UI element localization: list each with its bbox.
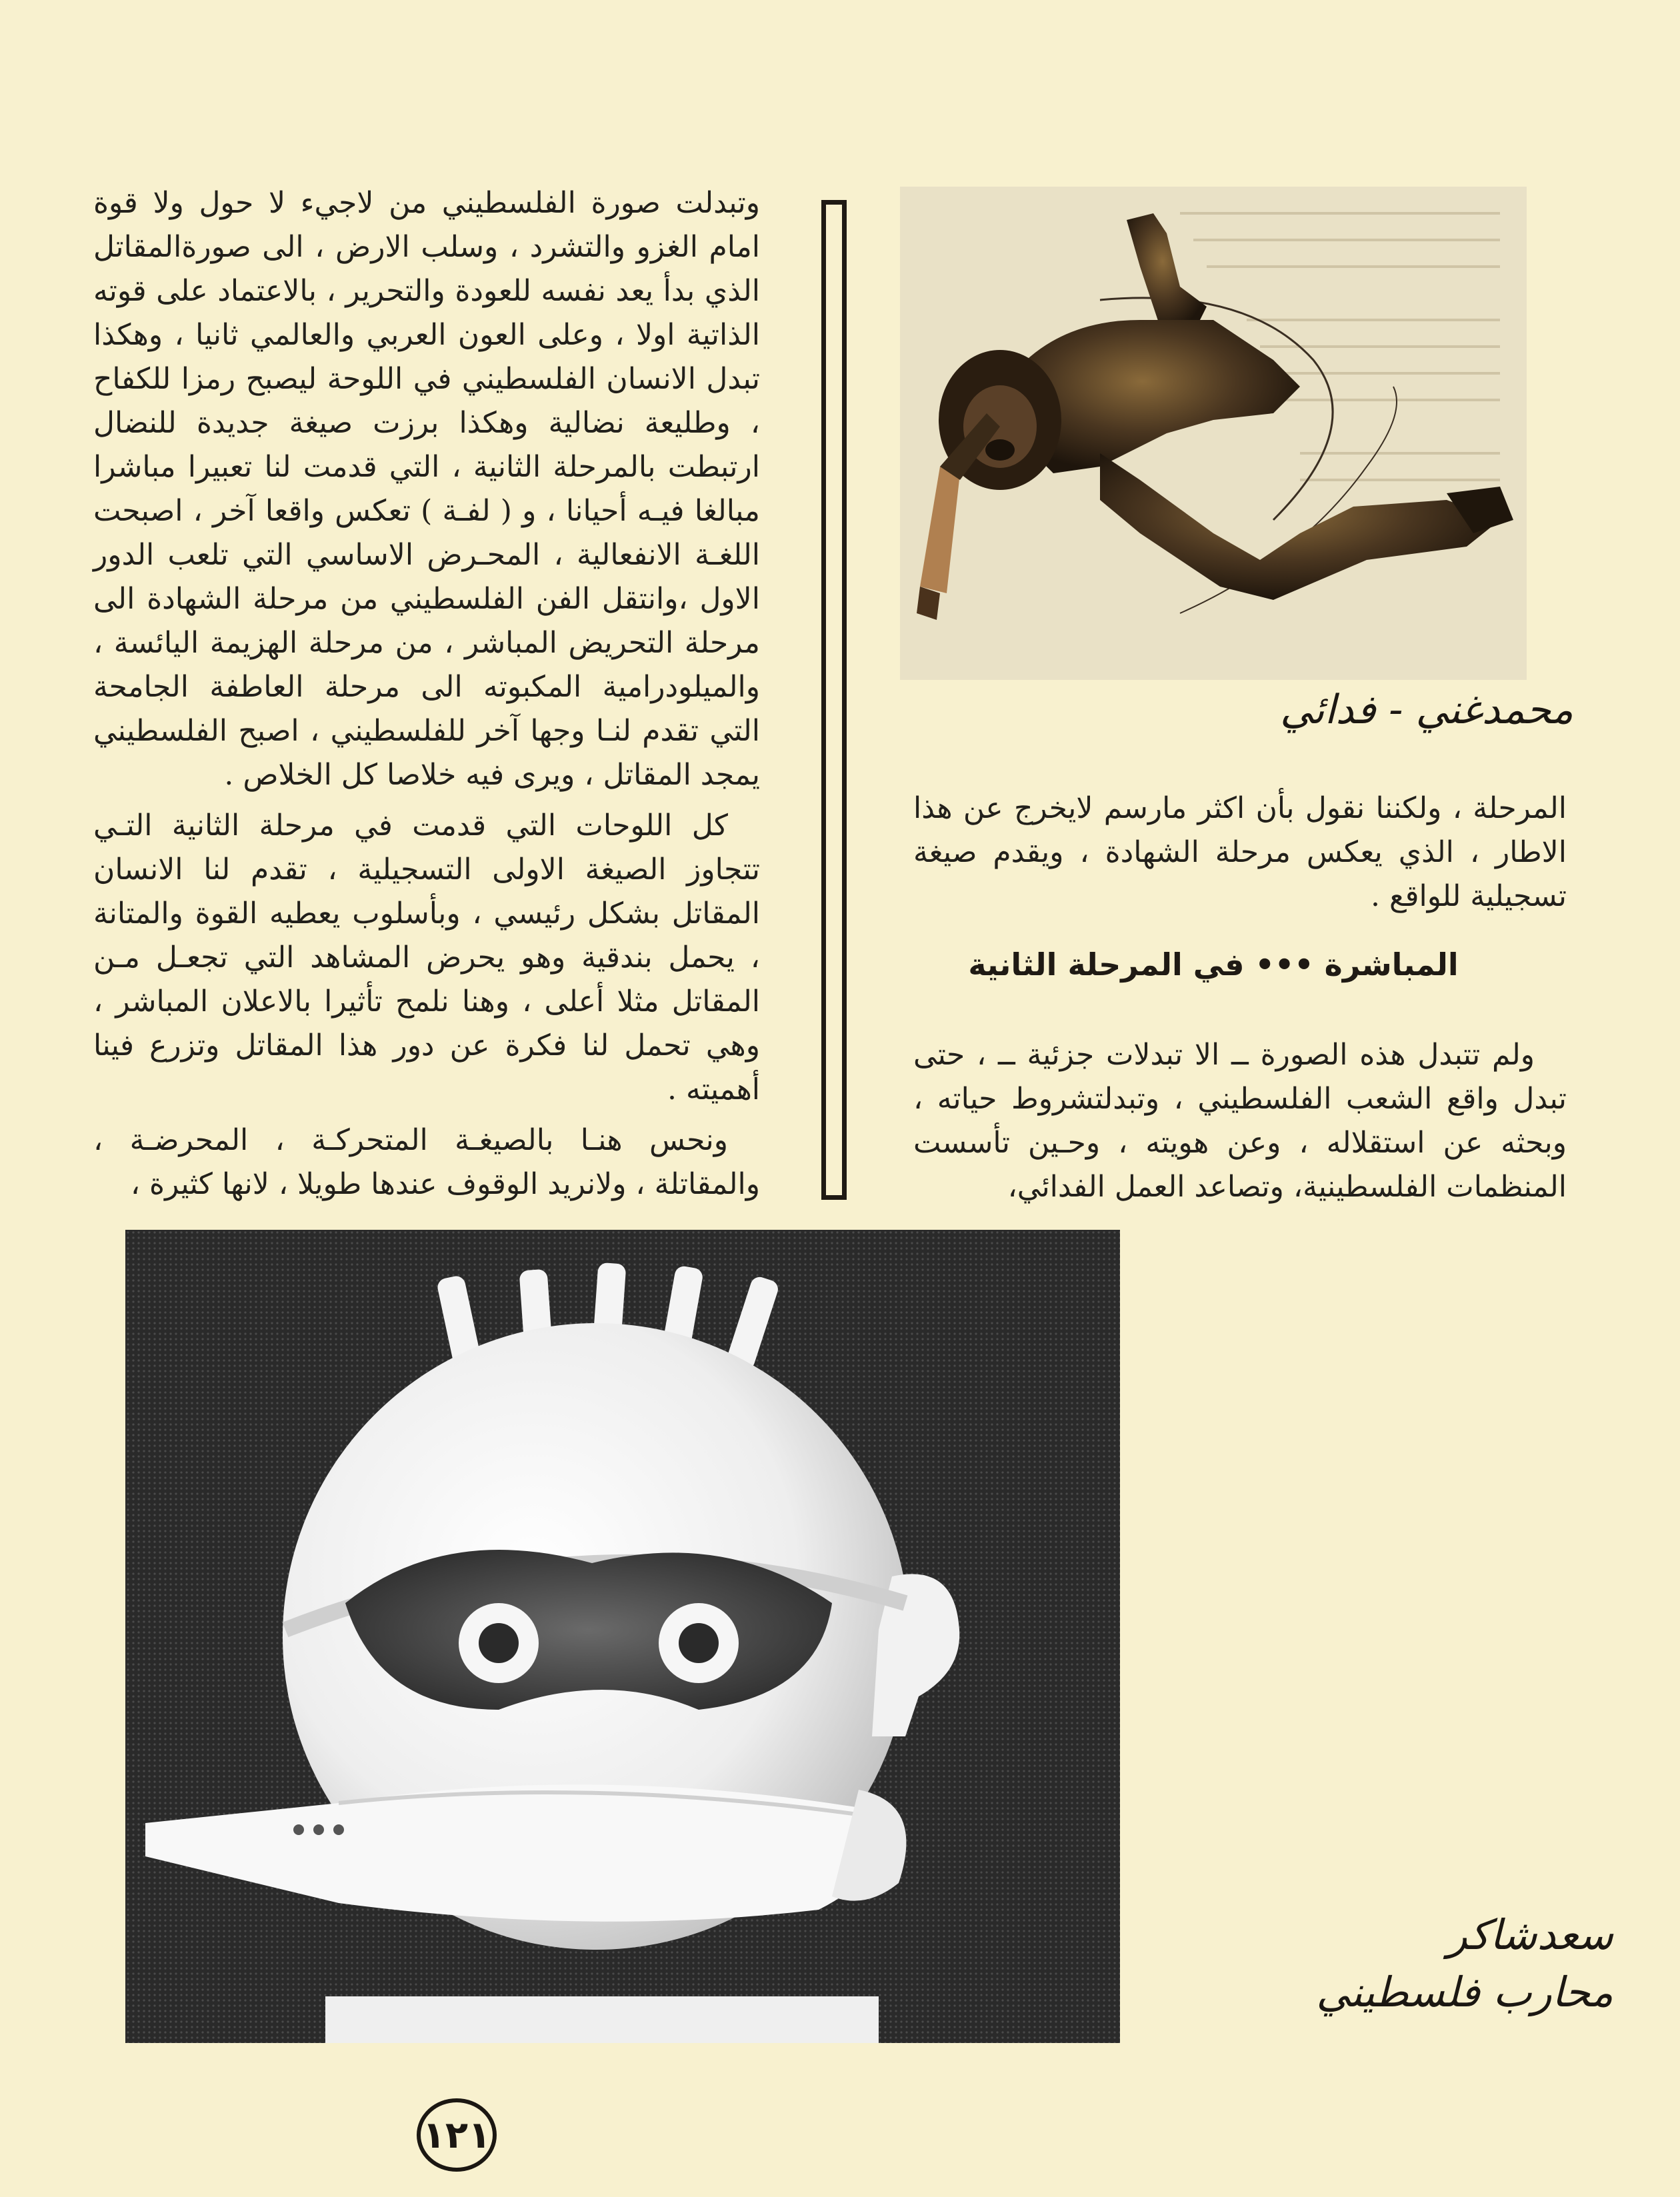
sculpture-photo-fedayee: [900, 187, 1527, 680]
round-head-sculpture-illustration: [125, 1230, 1120, 2043]
article-right-column-top: [913, 787, 1567, 925]
sculpture-figure-illustration: [900, 187, 1527, 680]
column-divider: [821, 200, 847, 1200]
page-number: ١٢١: [417, 2098, 497, 2172]
article-left-column: [93, 181, 760, 1201]
paragraph-1: وتبدلت صورة الفلسطيني من لاجيء لا حول ولا قوة امام الغزو والتشرد ، وسلب الارض ، الى صورةالمقاتل الذي بدأ يعد نفسه للعودة والتحرير ، بالاعتماد على قوته الذاتية اولا ، وعلى العون العربي والعالمي ثانيا ، وهكذا تبدل الانسان الفلسطيني في اللوحة ليصبح رمزا للكفاح ، وطليعة نضالية وهكذا برزت صيغة جديدة للنضال ارتبطت بالمرحلة الثانية ، التي قدمت لنا تعبيرا مباشرا مبالغا فيـه أحيانا ، و ( لفـة ) تعكس واقعا آخر ، اصبحت اللغـة الانفعالية ، المحـرض الاساسي التي تلعب الدور الاول ،وانتقل الفن الفلسطيني من مرحلة الشهادة الى مرحلة التحريض المباشر ، من مرحلة الهزيمة اليائسة ، والميلودرامية المكبوته الى مرحلة العاطفة الجامحة التي تقدم لنـا وجها آخر للفلسطيني ، اصبح الفلسطيني يمجد المقاتل ، ويرى فيه خلاصا كل الخلاص .: [93, 186, 760, 792]
paragraph-3: ونحس هنـا بالصيغـة المتحركـة ، المحرضـة ، والمقاتلة ، ولانريد الوقوف عندها طويلا ، لانها كثيرة ،: [93, 1123, 760, 1201]
paragraph-2: كل اللوحات التي قدمت في مرحلة الثانية التـي تتجاوز الصيغة الاولى التسجيلية ، تقدم لنا الانسان المقاتل بشكل رئيسي ، وبأسلوب يعطيه القوة والمتانة ، يحمل بندقية وهو يحرض المشاهد التي تجعـل مـن المقاتل مثلا أعلى ، وهنا نلمح تأثيرا بالاعلان المباشر ، وهي تحمل لنا فكرة عن دور هذا المقاتل وتزرع فينا أهميته .: [93, 809, 760, 1106]
paragraph-right-2: ولم تتبدل هذه الصورة ــ الا تبدلات جزئية ــ ، حتى تبدل واقع الشعب الفلسطيني ، وتبدلتشروط حياته ، وبحثه عن استقلاله ، وعن هويته ، وحـين تأسست المنظمات الفلسطينية، وتصاعد العمل الفدائي،: [913, 1038, 1567, 1204]
sculpture-photo-fighter: [125, 1230, 1120, 2043]
caption-bottom-photo: [1267, 1906, 1613, 2021]
section-heading: المباشرة ••• في المرحلة الثانية: [968, 947, 1459, 983]
caption-top-photo: محمدغني - فدائي: [1280, 687, 1573, 733]
caption-bottom-artist: سعدشاكر: [1447, 1910, 1613, 1959]
caption-bottom-title: محارب فلسطيني: [1316, 1968, 1613, 2016]
paragraph-right-1: المرحلة ، ولكننا نقول بأن اكثر مارسم لايخرج عن هذا الاطار ، الذي يعكس مرحلة الشهادة ، ويقدم صيغة تسجيلية للواقع .: [913, 791, 1567, 913]
article-right-column-bottom: [913, 1033, 1567, 1216]
